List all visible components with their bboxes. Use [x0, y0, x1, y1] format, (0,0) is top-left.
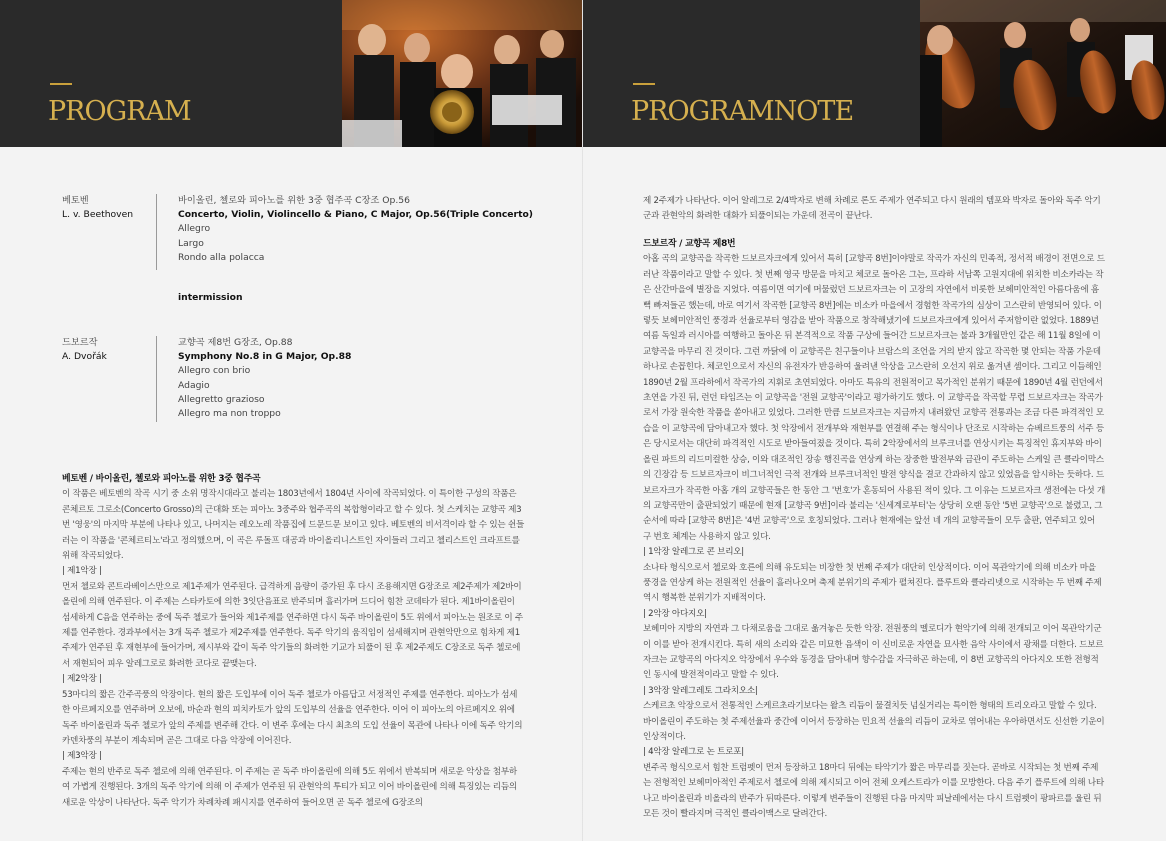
notes-paragraph: 스케르초 악장으로서 전통적인 스케르초라기보다는 왈츠 리듬이 물결치듯 넘실거리는 특이한 형태의 트리오라고 말할 수 있다. 바이올린이 주도하는 첫 주제선율과 중간에 이어서 등장하는 민요적 선율의 리듬이 교차로 엮어내는 우아하면서도 신선한 기운이 인상적이다. [643, 701, 1105, 742]
programnote-page [583, 0, 1166, 841]
orchestra-horn-photo [342, 0, 583, 147]
work-title-en: Symphony No.8 in G Major, Op.88 [178, 351, 352, 363]
movement: Rondo alla polacca [178, 251, 265, 263]
composer-name-ko: 베토벤 [62, 195, 89, 206]
movement: Allegro con brio [178, 365, 251, 377]
intermission-label: intermission [178, 292, 243, 303]
movement-label: | 제2악장 | [62, 674, 102, 685]
composer-name-en: L. v. Beethoven [62, 209, 134, 221]
work-title-en: Concerto, Violin, Violincello & Piano, C Major, Op.56(Triple Concerto) [178, 209, 533, 221]
movement-label: | 제1악장 | [62, 566, 102, 577]
notes-paragraph: 아홉 곡의 교향곡을 작곡한 드보르자크에게 있어서 특히 [교향곡 8번]이야말로 작곡가 자신의 민족적, 정서적 배경이 전면으로 드러난 작품이라고 말할 수 있다. 첫 번째 영국 방문을 마치고 체코로 돌아온 그는, 프라하 서남쪽 고원지대에 위치한 비소카라는 작은 산간마을에 별장을 지었다. 여름이면 여기에 머물렀던 드보르자크는 이 고장의 자연에서 비롯한 보헤미안적인 아름다움에 흠뻑 빠져들곤 했는데, 바로 여기서 작곡한 [교향곡 8번]에는 비소카 마을에서 경험한 작곡가의 심상이 고스란히 반영되어 있다. 이렇듯 보헤미안적인 풍경과 선율로부터 영감을 받아 작품으로 창작해냈기에 드보르자크에게 있어서 주저함이란 없었다. 1889년 여름 독일과 러시아를 여행하고 돌아온 뒤 본격적으로 작품 구상에 들어간 드보르자크는 불과 3개월만인 같은 해 11월 8일에 이 교향곡을 마무리 진 것이다. 그런 까닭에 이 교향곡은 친구들이나 브람스의 조언을 거의 받지 않고 작곡한 몇 안되는 작품 가운데 하나로 손꼽힌다. 체코인으로서 자신의 유전자가 반응하여 울려낸 악상을 고스란히 오선지 위로 옮겨낸 셈이다. 그리고 이듬해인 1890년 2월 프라하에서 작곡가의 지휘로 초연되었다. 아마도 특유의 전원적이고 목가적인 분위기 때문에 1890년 4월 런던에서 초연을 가진 뒤, 런던 타임즈는 이 교향곡을 '전원 교향곡'이라고 평가하기도 했다. 이 교향곡을 작곡할 무렵 드보르자크는 작곡가로서 가장 원숙한 작품을 쏟아내고 있었다. 그러한 만큼 드보르자크는 지금까지 내려왔던 교향곡 전통과는 조금 다른 파격적인 모습을 이 교향곡에 담아내고자 했다. 첫 악장에서 전개부와 재현부를 연결해 주는 형식이나 단조로 시작하는 슈베르트풍의 서주 등은 당시로서는 대단히 파격적인 시도로 받아들여졌을 것이다. 특히 2악장에서의 브루크너를 연상시키는 특징적인 휴지부와 바이올린 파트의 리드미컬한 상승, 이와 대조적인 장송 행진곡을 연상케 하는 장중한 발전부와 금관이 주도하는 스케일 큰 클라이막스의 긴장감 등 드보르자크이 비그너적인 극적 전개와 브루크너적인 발전 양식을 결코 간과하지 않고 있었음을 암시하는 듯하다. 드보르자크가 작곡한 아홉 개의 교향곡들은 한 동안 그 '번호'가 혼동되어 사용된 적이 있다. 그 이유는 드보르자크 생전에는 다섯 개의 교향곡만이 출판되었기 때문에 현재 [교향곡 9번]이라 불리는 '신세계로부터'는 상당히 오랜 동안 '5번 교향곡'으로 불렸고, 그 순서에 따라 [교향곡 8번]은 '4번 교향곡'으로 호칭되었다. 그러나 현재에는 앞선 네 개의 교향곡들이 모두 출판, 연주되고 있어 구 번호 체계는 사용하지 않고 있다. [643, 254, 1106, 542]
notes-paragraph: 변주곡 형식으로서 힘찬 트럼펫이 먼저 등장하고 18마디 뒤에는 타악기가 짧은 마무리를 짓는다. 곧바로 시작되는 첫 번째 주제는 전형적인 보헤미아적인 주제로서 첼로에 의해 제시되고 이어 전체 오케스트라가 이를 모방한다. 다음 주기 플루트에 의해 나타나고 바이올린과 비올라의 반주가 뒤따른다. 이렇게 변주들이 진행된 다음 마지막 피날레에서는 다시 트럼펫이 팡파르를 울린 뒤 모든 것이 빨라지며 극적인 클라이맥스로 달려간다. [643, 762, 1104, 820]
movement-label: | 4악장 알레그로 논 트로포| [643, 747, 744, 758]
notes-title: 베토벤 / 바이올린, 첼로와 피아노를 위한 3중 협주곡 [62, 474, 261, 484]
movement-label: | 1악장 알레그로 콘 브리오| [643, 547, 744, 558]
work-title-ko: 교향곡 제8번 G장조, Op.88 [178, 337, 293, 348]
movement-label: | 제3악장 | [62, 751, 102, 762]
page-title: PROGRAM [48, 96, 191, 127]
work-beethoven [178, 194, 558, 265]
composer-name-ko: 드보르작 [62, 337, 98, 348]
dvorak-notes [643, 237, 1105, 822]
work-dvorak [178, 336, 558, 421]
notes-title: 드보르작 / 교향곡 제8번 [643, 239, 736, 249]
movement-label: | 3악장 알레그레토 그라치오소| [643, 685, 758, 696]
movement: Adagio [178, 379, 210, 391]
notes-paragraph: 이 작품은 베토벤의 작곡 시기 중 소위 명작시대라고 불리는 1803년에서 1804년 사이에 작곡되었다. 이 특이한 구성의 작품은 콘체르토 그로소(Concerto Grosso)의 근대화 또는 피아노 3중주와 협주곡의 복합형이라고 할 수 있다. 첫 스케치는 교향곡 제3번 '영웅'의 마지막 부분에 나타나 있고, 나머지는 레오노레 작품집에 드문드문 보이고 있다. 베토벤의 비서격이라 할 수 있는 쉰들러는 이 작품을 '콘체르티노'라고 정의했으며, 이 곡은 루돌프 대공과 바이올리니스트인 자이들러 그리고 첼리스트인 크라프트를 위해 작곡되었다. [62, 489, 525, 562]
notes-paragraph: 소나타 형식으로서 첼로와 호른에 의해 유도되는 비장한 첫 번째 주제가 대단히 인상적이다. 이어 목관악기에 의해 비소카 마을 풍경을 연상케 하는 전원적인 선율이 흘러나오며 축제 분위기의 주제가 펼쳐진다. 플루트와 클라리넷으로 시작하는 두 번째 주제 역시 행복한 분위기가 지배적이다. [643, 562, 1102, 604]
composer-beethoven [62, 194, 152, 222]
divider-line [156, 336, 157, 422]
divider-line [156, 194, 157, 270]
movement: Largo [178, 237, 204, 249]
title-dash [633, 83, 655, 85]
notes-paragraph: 53마디의 짧은 간주곡풍의 악장이다. 현의 짧은 도입부에 이어 독주 첼로가 아름답고 서정적인 주제를 연주한다. 피아노가 섬세한 아르페지오를 연주하며 오보에, 바순과 현의 피치카토가 앞의 도입부의 선율을 연주한다. 이어 이 피아노의 아르페지오 위에 독주 바이올린과 독주 첼로가 앞의 주제를 변주해 간다. 이 변주 후에는 다시 최초의 도입 선율이 목관에 나타나 이에 독주 악기의 카덴차풍의 부분이 계속되며 곧은 그대로 다음 악장에 이어진다. [62, 689, 523, 746]
movement: Allegro ma non troppo [178, 408, 281, 420]
beethoven-notes-continued [643, 194, 1105, 225]
notes-paragraph: 주제는 현의 반주로 독주 첼로에 의해 연주된다. 이 주제는 곧 독주 바이올린에 의해 5도 위에서 반복되며 새로운 악상을 첨부하여 가볍게 진행된다. 3개의 독주 악기에 의해 이 주제가 연주된 뒤 관현악의 투티가 되고 이어 바이올린에 의해 특징있는 리듬의 새로운 악상이 나타난다. 독주 악기가 차례차례 패시지를 연주하여 들어오면 곧 독주 첼로에 G장조의 [62, 766, 517, 808]
notes-paragraph: 보헤미아 지방의 자연과 그 다채로움을 그대로 옮겨놓은 듯한 악장. 전원풍의 멜로디가 현악기에 의해 전개되고 이어 목관악기군이 이를 받아 전개시킨다. 특히 새의 소리와 같은 미묘한 음색이 이 신비로운 자연을 묘사한 음악 사이에서 광채를 더한다. 드보르자크는 교향곡의 아다지오 악장에서 우수와 동경을 담아내며 향수감을 자극하곤 하는데, 이 8번 교향곡의 아다지오 또한 전형적인 동시에 발전적이라고 말할 수 있다. [643, 624, 1104, 681]
composer-dvorak [62, 336, 152, 364]
movement-label: | 2악장 아다지오| [643, 608, 707, 619]
page-title: PROGRAMNOTE [631, 96, 854, 127]
composer-name-en: A. Dvořák [62, 351, 107, 363]
movement: Allegro [178, 223, 211, 235]
orchestra-bass-photo [920, 0, 1166, 147]
work-title-ko: 바이올린, 첼로와 피아노를 위한 3중 협주곡 C장조 Op.56 [178, 195, 410, 206]
title-dash [50, 83, 72, 85]
notes-paragraph: 먼저 첼로와 콘트라베이스만으로 제1주제가 연주된다. 급격하게 음량이 증가된 후 다시 조용해지면 G장조로 제2주제가 제2바이올린에 의해 연주된다. 이 주제는 스타카토에 의한 3잇단음표로 반주되며 흘러가며 드디어 힘찬 코데타가 된다. 제1바이올린이 섬세하게 C음을 연주하는 중에 독주 첼로가 들어와 제1주제를 연주하면 다시 독주 바이올린이 5도 위에서 피아노는 원조로 이 주제를 연주한다. 경과부에서는 3개 독주 첼로가 제2주제를 연주한다. 독주 악기의 움직임이 섬세해지며 관현악만으로 힘차게 제1주제가 연주된 후 재현부에 들어가며, 제시부와 같이 독주 악기들의 화려한 기교가 되풀이 된 후 제2주제도 C장조로 독주 첼로에서 재현되어 피우 알레그로로 화려한 코다로 끝맺는다. [62, 581, 523, 669]
movement: Allegretto grazioso [178, 393, 265, 405]
beethoven-notes [62, 472, 524, 811]
notes-paragraph: 제 2주제가 나타난다. 이어 알레그로 2/4박자로 변해 차례로 론도 주제가 연주되고 다시 원래의 템포와 박자로 돌아와 독주 악기군과 관현악의 화려한 대화가 되풀이되는 가운데 전곡이 끝난다. [643, 196, 1101, 222]
